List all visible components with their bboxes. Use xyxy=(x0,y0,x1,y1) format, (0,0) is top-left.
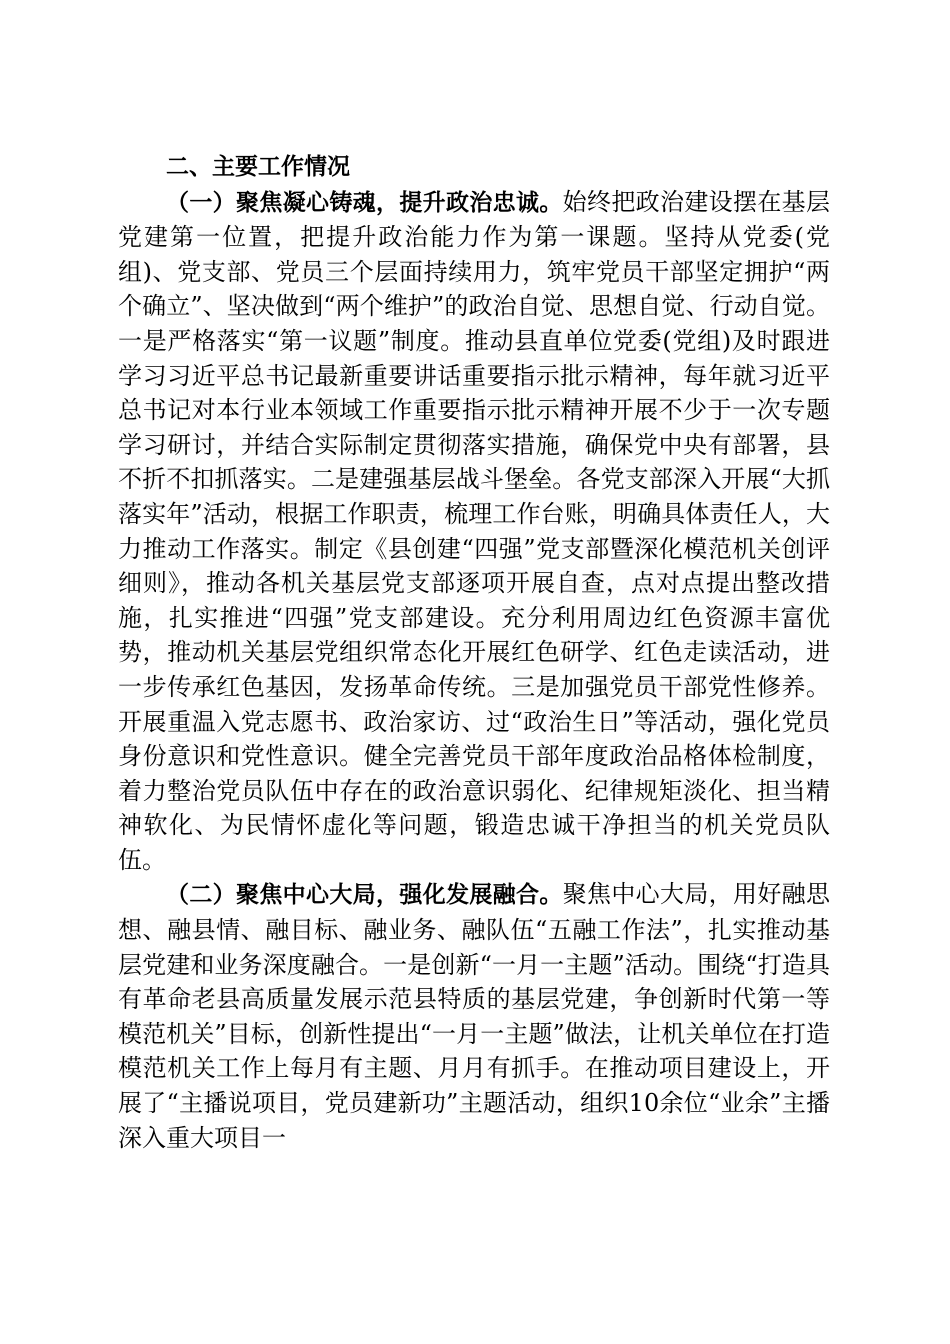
paragraph-2 xyxy=(118,877,830,1155)
section-heading: 二、主要工作情况 xyxy=(166,154,350,180)
paragraph-2-lead: （二）聚焦中心大局，强化发展融合。 xyxy=(166,882,563,909)
document-body xyxy=(118,150,830,1155)
paragraph-1-body: 始终把政治建设摆在基层党建第一位置，把提升政治能力作为第一课题。坚持从党委(党组)、党支部、党员三个层面持续用力，筑牢党员干部坚定拥护“两个确立”、坚决做到“两个维护”的政治自觉、思想自觉、行动自觉。一是严格落实“第一议题”制度。推动县直单位党委(党组)及时跟进学习习近平总书记最新重要讲话重要指示批示精神，每年就习近平总书记对本行业本领域工作重要指示批示精神开展不少于一次专题学习研讨，并结合实际制定贯彻落实措施，确保党中央有部署，县不折不扣抓落实。二是建强基层战斗堡垒。各党支部深入开展“大抓落实年”活动，根据工作职责，梳理工作台账，明确具体责任人，大力推动工作落实。制定《县创建“四强”党支部暨深化模范机关创评细则》，推动各机关基层党支部逐项开展自查，点对点提出整改措施，扎实推进“四强”党支部建设。充分利用周边红色资源丰富优势，推动机关基层党组织常态化开展红色研学、红色走读活动，进一步传承红色基因，发扬革命传统。三是加强党员干部党性修养。开展重温入党志愿书、政治家访、过“政治生日”等活动，强化党员身份意识和党性意识。健全完善党员干部年度政治品格体检制度，着力整治党员队伍中存在的政治意识弱化、纪律规矩淡化、担当精神软化、为民情怀虚化等问题，锻造忠诚干净担当的机关党员队伍。 xyxy=(118,187,831,874)
paragraph-1-lead: （一）聚焦凝心铸魂，提升政治忠诚。 xyxy=(166,189,563,216)
paragraph-1 xyxy=(118,185,830,878)
paragraph-2-body: 聚焦中心大局，用好融思想、融县情、融目标、融业务、融队伍“五融工作法”，扎实推动基层党建和业务深度融合。一是创新“一月一主题”活动。围绕“打造具有革命老县高质量发展示范县特质的基层党建，争创新时代第一等模范机关”目标，创新性提出“一月一主题”做法，让机关单位在打造模范机关工作上每月有主题、月月有抓手。在推动项目建设上，开展了“主播说项目，党员建新功”主题活动，组织10余位“业余”主播深入重大项目一 xyxy=(118,880,831,1152)
